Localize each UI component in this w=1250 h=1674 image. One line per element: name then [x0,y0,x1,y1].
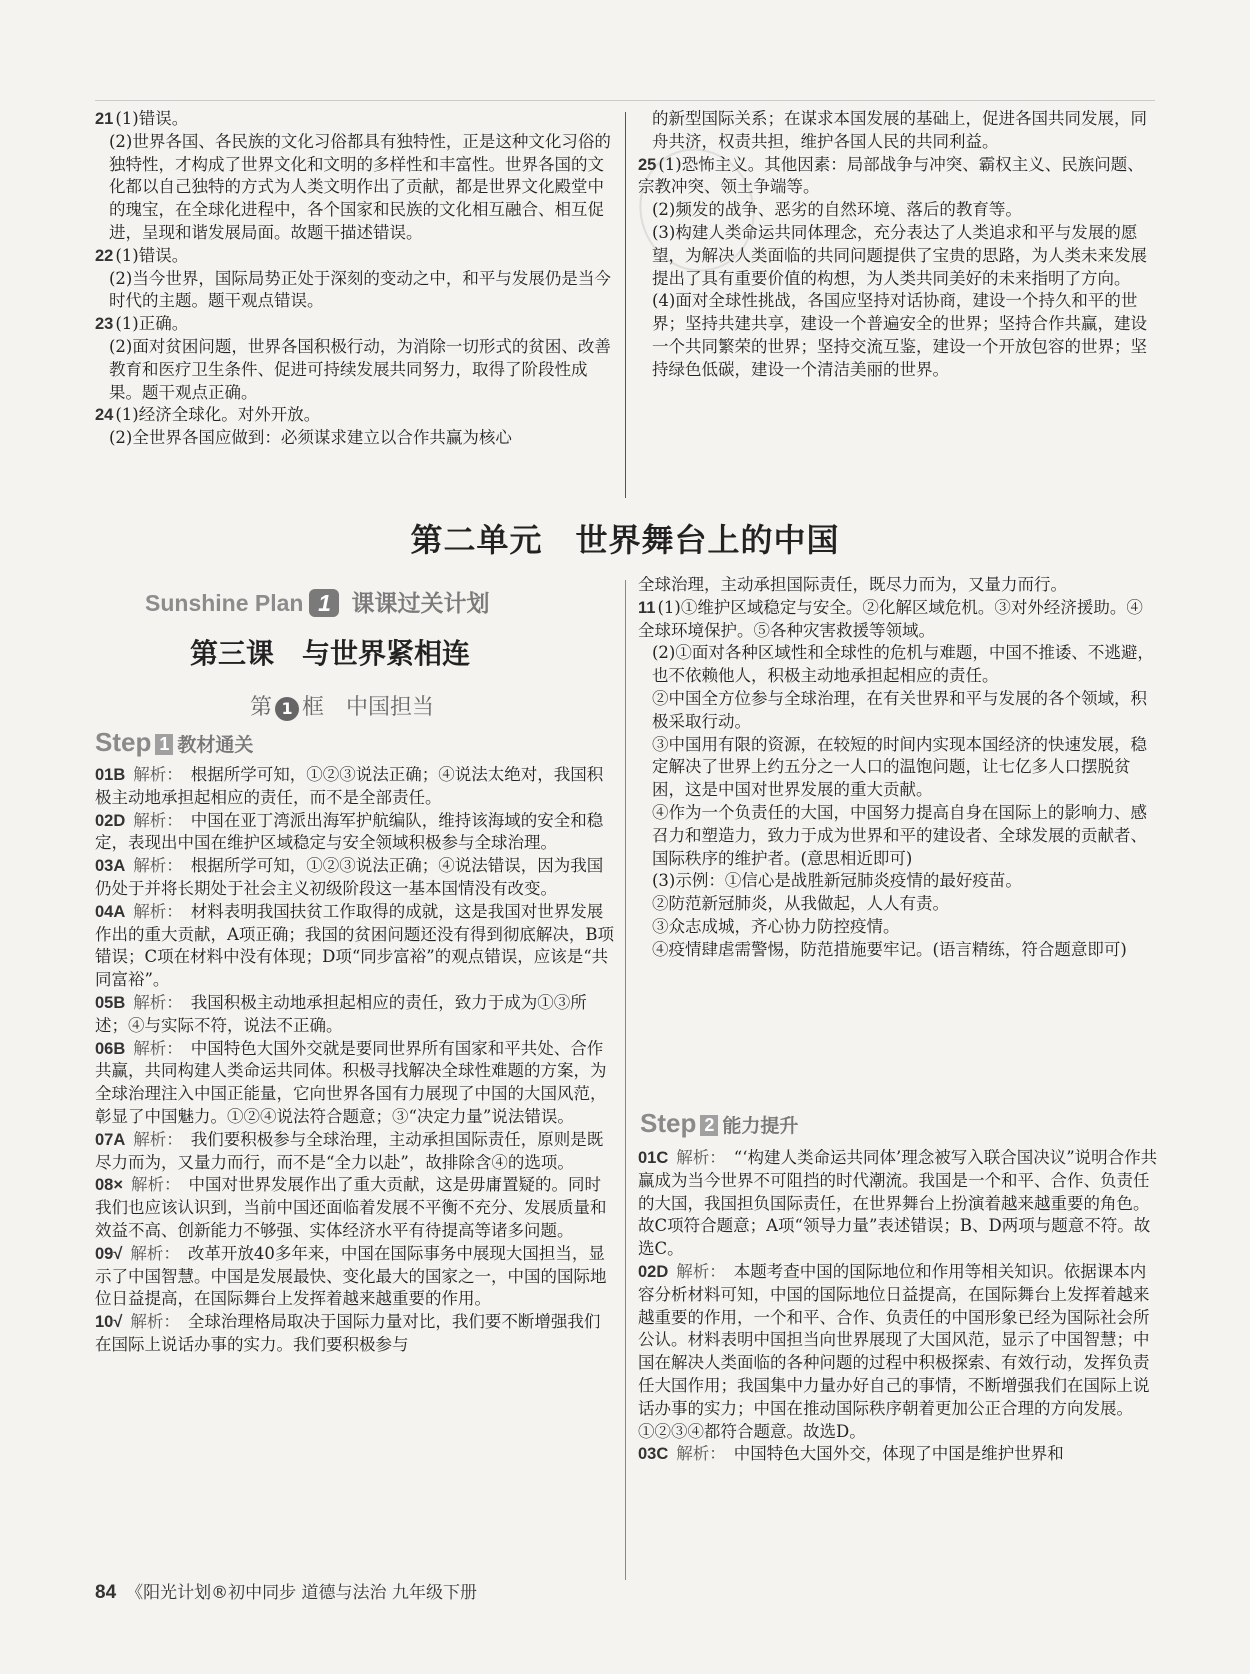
question-number: 04A [95,902,126,921]
answer-part [638,893,1158,916]
answer-item [95,810,615,856]
explanation-label: 解析： [133,1130,183,1149]
frame-title [250,690,434,721]
question-number: 07A [95,1130,126,1149]
column-divider-lower [625,580,626,1580]
answer-item [95,336,615,404]
answer-item [95,1038,615,1129]
question-number: 09√ [95,1244,123,1263]
answer-text: (1)错误。 [115,245,189,265]
page-number: 84 [95,1582,117,1603]
answer-text: (1)经济全球化。对外开放。 [115,405,321,425]
question-number: 01C [638,1149,669,1167]
step1-word: Step [95,727,152,757]
answer-text: (2)全世界各国应做到：必须谋求建立以合作共赢为核心 [109,428,512,448]
explanation-text: 中国对世界发展作出了重大贡献，这是毋庸置疑的。同时我们也应该认识到，当前中国还面临着发展不平衡不充分、发展质量和效益不高、创新能力不够强、实体经济水平有待提高等诸多问题。 [95,1175,607,1240]
question-number: 21 [95,110,114,128]
answer-text: ④作为一个负责任的大国，中国努力提高自身在国际上的影响力、感召力和塑造力，致力于成为世界和平的建设者、全球发展的贡献者、国际秩序的维护者。(意思相近即可) [652,802,1147,868]
step1-number: 1 [155,734,173,755]
frame-pre: 第 [250,695,273,720]
answer-item [95,404,615,427]
step2-word: Step [640,1108,697,1138]
question-number: 25 [638,155,657,174]
explanation-label: 解析： [133,1039,183,1058]
sunshine-plan-banner [145,585,489,618]
lesson-title: 第三课 与世界紧相连 [190,637,471,670]
right-continuation: 全球治理，主动承担国际责任，既尽力而为，又量力而行。 [638,575,1067,594]
explanation-text: “‘构建人类命运共同体’理念被写入联合国决议”说明合作共赢成为当今世界不可阻挡的时代潮流。我国是一个和平、合作、负责任的大国，我国担负国际责任，在世界舞台上扮演着越来越重要的角色。故C项符合题意；A项“领导力量”表述错误；B、D两项与题意不符。故选C。 [638,1148,1158,1259]
answer-part [638,597,1158,643]
book-title: 《阳光计划®初中同步 道德与法治 九年级下册 [126,1583,477,1603]
plan-cn-label: 课课过关计划 [351,590,490,616]
question-number: 02D [638,1262,669,1281]
answer-text: (2)①面对各种区域性和全球性的危机与难题，中国不推诿、不逃避，也不依赖他人，积极主动地承担起相应的责任。 [652,643,1154,686]
answer-text: 的新型国际关系；在谋求本国发展的基础上，促进各国共同发展，同舟共济，权责共担，维护各国人民的共同利益。 [652,109,1147,151]
answer-part [638,642,1158,688]
explanation-label: 解析： [131,1176,181,1195]
answer-item [95,313,615,336]
answer-item [95,1129,615,1175]
explanation-label: 解析： [133,993,183,1012]
step2-column [638,1147,1158,1466]
question-11 [638,597,1158,962]
frame-number: 1 [275,697,299,721]
bottom-right-column [638,574,1158,962]
answer-text: (2)世界各国、各民族的文化习俗都具有独特性，正是这种文化习俗的独特性，才构成了世界文化和文明的多样性和丰富性。世界各国的文化都以自己独特的方式为人类文明作出了贡献，都是世界文化殿堂中的瑰宝，在全球化进程中，各个国家和民族的文化相互融合、相互促进，呈现和谐发展局面。故题干描述错误。 [109,131,611,242]
answer-text: ③中国用有限的资源，在较短的时间内实现本国经济的快速发展，稳定解决了世界上约五分之一人口的温饱问题，让七亿多人口摆脱贫困，这是中国对世界发展的重大贡献。 [652,734,1147,800]
answer-text: (1)恐怖主义。其他因素：局部战争与冲突、霸权主义、民族问题、宗教冲突、领土争端等。 [638,154,1144,197]
question-number: 05B [95,993,126,1012]
answer-text: (1)①维护区域稳定与安全。②化解区域危机。③对外经济援助。④全球环境保护。⑤各种灾害救援等领域。 [638,597,1143,640]
explanation-label: 解析： [676,1445,726,1464]
answer-part [638,734,1158,802]
explanation-label: 解析： [130,1244,180,1263]
answer-text: ③众志成城，齐心协力防控疫情。 [652,916,900,936]
answer-item [95,131,615,245]
question-number: 02D [95,811,126,830]
bottom-left-column [95,764,615,1357]
answer-part [638,870,1158,893]
question-number: 03A [95,857,126,876]
answer-part [638,916,1158,939]
answer-item [638,290,1158,381]
unit-title: 第二单元 世界舞台上的中国 [410,521,840,559]
step1-header [95,727,253,758]
top-right-column [638,108,1158,382]
step1-label: 教材通关 [177,734,254,756]
answer-text: ②防范新冠肺炎，从我做起，人人有责。 [652,894,949,914]
answer-text: (3)示例：①信心是战胜新冠肺炎疫情的最好疫苗。 [652,871,1022,891]
answer-text: (1)正确。 [115,314,189,334]
answer-item [638,199,1158,222]
answer-item [638,1443,1158,1466]
answer-text: (1)错误。 [115,109,189,128]
answer-part [638,688,1158,734]
explanation-text: 改革开放40多年来，中国在国际事务中展现大国担当，显示了中国智慧。中国是发展最快、变化最大的国家之一，中国的国际地位日益提高，在国际舞台上发挥着越来越重要的作用。 [95,1243,607,1309]
top-rule [95,100,1155,101]
answer-text: (2)当今世界，国际局势正处于深刻的变动之中，和平与发展仍是当今时代的主题。题干观点错误。 [109,268,611,311]
explanation-label: 解析： [676,1262,726,1281]
explanation-label: 解析： [133,857,183,876]
explanation-text: 我国积极主动地承担起相应的责任，致力于成为①③所述；④与实际不符，说法不正确。 [95,992,587,1035]
explanation-text: 中国特色大国外交就是要同世界所有国家和平共处、合作共赢，共同构建人类命运共同体。积极寻找解决全球性难题的方案，为全球治理注入中国正能量，它向世界各国有力展现了中国的大国风范，彰显了中国魅力。①②④说法符合题意；③“决定力量”说法错误。 [95,1038,607,1126]
answer-item [95,268,615,314]
frame-post: 框 中国担当 [302,695,435,720]
question-number: 03C [638,1445,669,1464]
answer-item [95,901,615,992]
answer-item [95,1174,615,1242]
answer-item [95,245,615,268]
question-number: 24 [95,406,114,425]
explanation-label: 解析： [133,766,183,784]
answer-item [638,154,1158,200]
step2-header [640,1108,798,1139]
explanation-text: 根据所学可知，①②③说法正确；④说法错误，因为我国仍处于并将长期处于社会主义初级阶段这一基本国情没有改变。 [95,856,604,898]
answer-text: ④疫情肆虐需警惕，防范措施要牢记。(语言精练，符合题意即可) [652,939,1127,959]
sunshine-plan-label: Sunshine Plan [145,590,304,616]
answer-item [638,1261,1158,1443]
column-divider [625,112,626,498]
page-footer [95,1578,477,1604]
answer-item [95,108,615,131]
explanation-text: 材料表明我国扶贫工作取得的成就，这是我国对世界发展作出的重大贡献，A项正确；我国的贫困问题还没有得到彻底解决，B项错误；C项在材料中没有体现；D项“同步富裕”的观点错误，应该是“共同富裕”。 [95,901,615,990]
step2-label: 能力提升 [722,1115,799,1137]
answer-item [95,992,615,1038]
explanation-label: 解析： [676,1149,726,1167]
answer-text: (4)面对全球性挑战，各国应坚持对话协商，建设一个持久和平的世界；坚持共建共享，建设一个普遍安全的世界；坚持合作共赢，建设一个共同繁荣的世界；坚持交流互鉴，建设一个开放包容的世界；坚持绿色低碳，建设一个清洁美丽的世界。 [652,291,1147,379]
explanation-label: 解析： [133,811,183,830]
question-number: 06B [95,1039,126,1058]
explanation-label: 解析： [130,1313,180,1332]
explanation-text: 我们要积极参与全球治理，主动承担国际责任，原则是既尽力而为，又量力而行，而不是“全力以赴”，故排除含④的选项。 [95,1129,604,1172]
answer-item [95,855,615,901]
explanation-text: 全球治理格局取决于国际力量对比，我们要不断增强我们在国际上说话办事的实力。我们要积极参与 [95,1312,601,1354]
top-left-column [95,108,615,450]
question-number: 22 [95,246,114,265]
answer-text: (3)构建人类命运共同体理念，充分表达了人类追求和平与发展的愿望，为解决人类面临的共同问题提供了宝贵的思路，为人类未来发展提出了具有重要价值的构想，为人类共同美好的未来指明了方向。 [652,222,1147,288]
question-number: 10√ [95,1313,123,1332]
answer-item [95,1311,615,1357]
question-number: 01B [95,766,126,784]
answer-item [95,1243,615,1311]
explanation-label: 解析： [133,902,183,921]
answer-item [95,764,615,810]
answer-text: (2)频发的战争、恶劣的自然环境、落后的教育等。 [652,200,1022,220]
explanation-text: 根据所学可知，①②③说法正确；④说法太绝对，我国积极主动地承担起相应的责任，而不是全部责任。 [95,765,604,807]
answer-item [638,222,1158,290]
answer-item [638,1147,1158,1261]
explanation-text: 中国在亚丁湾派出海军护航编队，维持该海域的安全和稳定，表现出中国在维护区域稳定与安全领域积极参与全球治理。 [95,810,604,853]
question-number: 23 [95,315,114,334]
question-number: 08× [95,1176,123,1195]
question-number: 11 [638,598,656,617]
plan-badge: 1 [309,589,339,617]
answer-item [95,427,615,450]
explanation-text: 本题考查中国的国际地位和作用等相关知识。依据课本内容分析材料可知，中国的国际地位日益提高，在国际舞台上发挥着越来越重要的作用，一个和平、合作、负责任的中国形象已经为国际社会所公认。材料表明中国担当向世界展现了大国风范，显示了中国智慧；中国在解决人类面临的各种问题的过程中积极探索、有效行动，发挥负责任大国作用；我国集中力量办好自己的事情，不断增强我们在国际上说话办事的实力；中国在推动国际秩序朝着更加公正合理的方向发展。①②③④都符合题意。故选D。 [638,1261,1150,1441]
answer-item [638,108,1158,154]
explanation-text: 中国特色大国外交，体现了中国是维护世界和 [733,1444,1064,1464]
answer-part [638,939,1158,962]
answer-part [638,802,1158,870]
step2-number: 2 [700,1115,718,1136]
answer-text: ②中国全方位参与全球治理，在有关世界和平与发展的各个领域，积极采取行动。 [652,688,1147,731]
answer-text: (2)面对贫困问题，世界各国积极行动，为消除一切形式的贫困、改善教育和医疗卫生条件、促进可持续发展共同努力，取得了阶段性成果。题干观点正确。 [109,336,611,402]
